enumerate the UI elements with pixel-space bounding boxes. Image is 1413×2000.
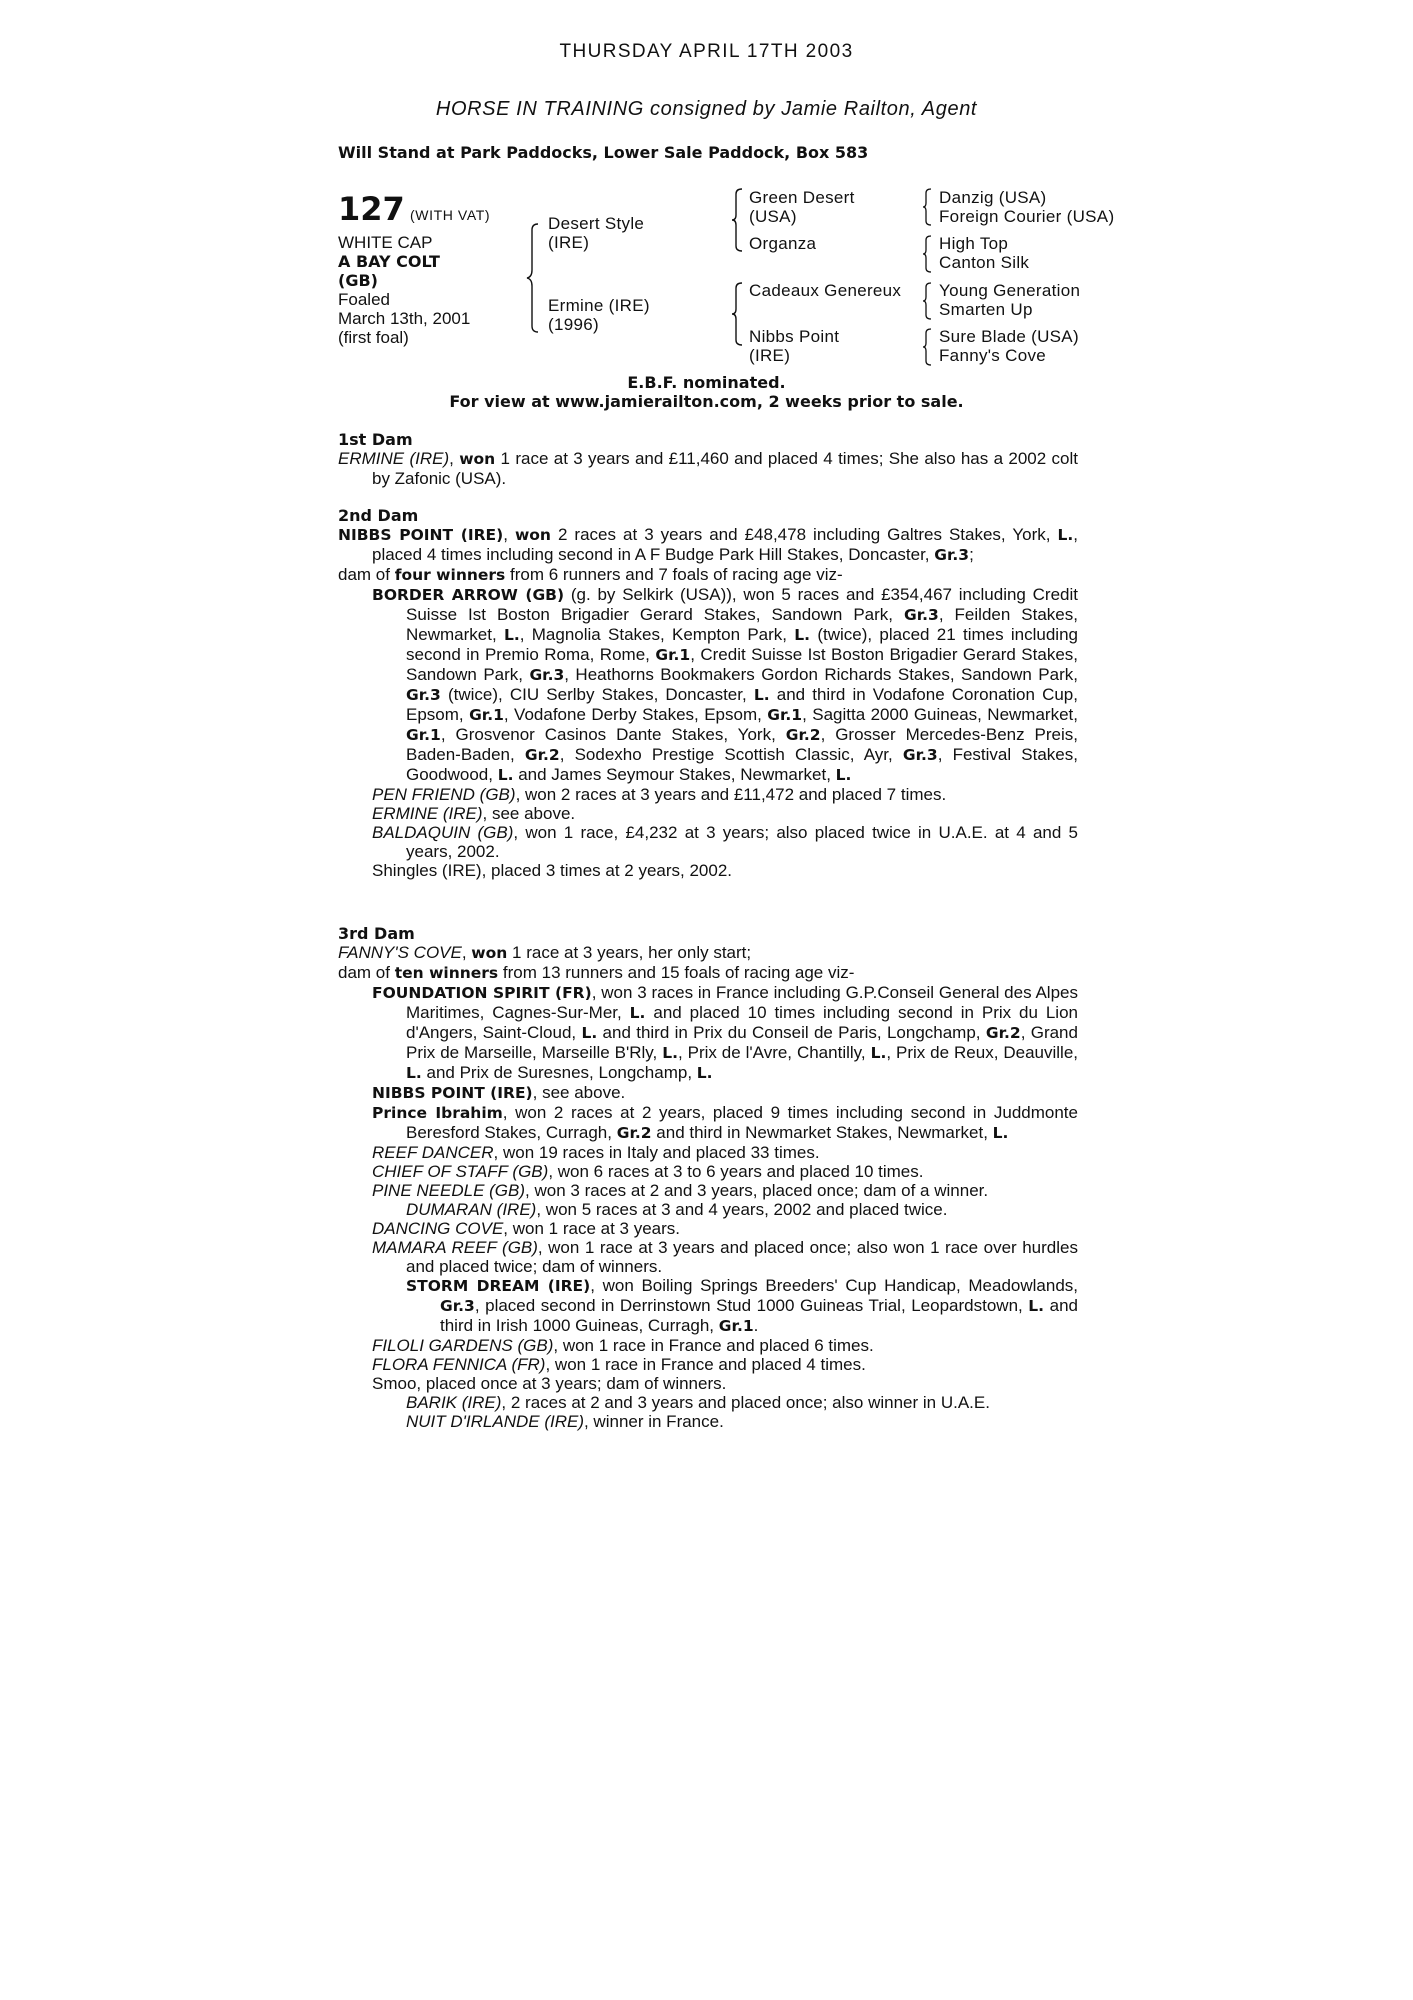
group-mark: Gr.3 (904, 606, 939, 624)
produce-text: and James Seymour Stakes, Newmarket, (518, 765, 831, 784)
produce-text: , won 3 races at 2 and 3 years, placed once; dam of a winner. (525, 1181, 989, 1200)
produce-text: and third in Newmarket Stakes, Newmarket, (656, 1123, 988, 1142)
produce-text: , won 1 race at 3 years. (503, 1219, 680, 1238)
group-mark: Gr.1 (469, 706, 504, 724)
first-dam-heading: 1st Dam (338, 430, 413, 449)
produce-mamara-reef (338, 1238, 1078, 1276)
runners-summary: from 6 runners and 7 foals of racing age viz- (510, 565, 843, 584)
second-dam-record: NIBBS POINT (IRE), won 2 races at 3 years and £48,478 including Galtres Stakes, York, L., placed 4 times including second in A F Budge Park Hill Stakes, Doncaster, Gr.3; (338, 525, 1078, 564)
produce-name: BALDAQUIN (GB) (372, 823, 514, 842)
produce-flora-fennica (338, 1355, 1078, 1374)
produce-pine-needle (338, 1181, 1078, 1200)
runners-summary: from 13 runners and 15 foals of racing age viz- (502, 963, 855, 982)
dam-of-label: dam of (338, 565, 390, 584)
produce-text: , Feilden Stakes, Newmarket, (406, 605, 1078, 644)
horse-origin: (GB) (338, 271, 378, 290)
produce-text: , Sodexho Prestige Scottish Classic, Ayr, (559, 745, 893, 764)
pedigree-dam-dam (749, 327, 839, 365)
produce-text: , Festival Stakes, Goodwood, (406, 745, 1078, 784)
pedigree-sire (548, 214, 644, 252)
pedigree-gen4-7: Sure Blade (USA) (939, 327, 1079, 346)
group-mark: Gr.1 (718, 1317, 754, 1335)
produce-text: , won 1 race in France and placed 4 times. (545, 1355, 866, 1374)
produce-name: FOUNDATION SPIRIT (FR) (372, 984, 592, 1002)
produce-text: and Prix de Suresnes, Longchamp, (426, 1063, 693, 1082)
produce-text: , won 1 race in France and placed 6 times. (553, 1336, 874, 1355)
foaled-date: March 13th, 2001 (338, 309, 471, 328)
produce-text: , Heathorns Bookmakers Gordon Richards Stakes, Sandown Park, (564, 665, 1078, 684)
listed-mark: L. (497, 766, 514, 784)
pedigree-gen4-4: Canton Silk (939, 253, 1030, 272)
second-dam-name: NIBBS POINT (IRE) (338, 526, 504, 544)
produce-prince-ibrahim (338, 1103, 1078, 1143)
produce-name: NUIT D'IRLANDE (IRE) (406, 1412, 584, 1431)
third-dam-name: FANNY'S COVE (338, 943, 462, 962)
third-dam-text: 1 race at 3 years, her only start; (512, 943, 752, 962)
group-mark: Gr.1 (655, 646, 691, 664)
produce-name: MAMARA REEF (GB) (372, 1238, 538, 1257)
produce-name: PINE NEEDLE (GB) (372, 1181, 526, 1200)
produce-shingles: Shingles (IRE), placed 3 times at 2 years, 2002. (372, 861, 733, 880)
produce-baldaquin (338, 823, 1078, 861)
listed-mark: L. (503, 626, 520, 644)
group-mark: Gr.3 (902, 746, 938, 764)
pedigree-gen4-8: Fanny's Cove (939, 346, 1047, 365)
second-dam-section (338, 506, 1078, 880)
pedigree-brace-main (525, 222, 541, 334)
second-dam-text-a: 2 races at 3 years and £48,478 including Galtres Stakes, York, (557, 525, 1051, 544)
pedigree-gen4-3: High Top (939, 234, 1009, 253)
produce-text: , see above. (532, 1083, 626, 1102)
produce-text: , placed second in Derrinstown Stud 1000 Guineas Trial, Leopardstown, (474, 1296, 1023, 1315)
pedigree-brace-g3 (921, 281, 933, 321)
listed-mark: L. (870, 1044, 887, 1062)
produce-name: NIBBS POINT (IRE) (372, 1084, 533, 1102)
group-mark: Gr.2 (985, 1024, 1021, 1042)
produce-text: and third in Vodafone Coronation Cup, Epsom, (406, 685, 1078, 724)
sire-dam-name: Organza (749, 234, 817, 253)
produce-storm-dream (338, 1276, 1078, 1336)
produce-chief-of-staff (338, 1162, 1078, 1181)
listed-mark: L. (1057, 526, 1074, 544)
produce-text: , Credit Suisse Ist Boston Brigadier Gerard Stakes, Sandown Park, (406, 645, 1078, 684)
group-mark: Gr.3 (934, 546, 970, 564)
listed-mark: L. (406, 1064, 422, 1082)
vat-note: (WITH VAT) (410, 207, 491, 223)
stand-location: Will Stand at Park Paddocks, Lower Sale Paddock, Box 583 (338, 143, 869, 162)
pedigree-brace-g2 (921, 234, 933, 274)
produce-name: DUMARAN (IRE) (406, 1200, 537, 1219)
produce-filoli-gardens (338, 1336, 1078, 1355)
sire-sire-name: Green Desert (749, 188, 855, 207)
pedigree-brace-g4 (921, 327, 933, 367)
produce-text: , see above. (482, 804, 576, 823)
first-dam-text: 1 race at 3 years and £11,460 and placed 4 times; She also has a 2002 colt by Zafonic (USA). (372, 449, 1078, 488)
produce-text: , won 1 race, £4,232 at 3 years; also placed twice in U.A.E. at 4 and 5 years, 2002. (406, 823, 1079, 861)
produce-name: BARIK (IRE) (406, 1393, 502, 1412)
produce-text: , Prix de Reux, Deauville, (886, 1043, 1078, 1062)
produce-text: , Grosvenor Casinos Dante Stakes, York, (440, 725, 776, 744)
produce-text: , Sagitta 2000 Guineas, Newmarket, (802, 705, 1078, 724)
dam-of-label: dam of (338, 963, 390, 982)
produce-name: PEN FRIEND (GB) (372, 785, 516, 804)
produce-text: and third in Prix du Conseil de Paris, Longchamp, (602, 1023, 981, 1042)
produce-text: , Grand Prix de Marseille, Marseille B'Rly, (406, 1023, 1078, 1062)
pedigree-dam-sire (749, 281, 901, 300)
produce-nibbs-point (338, 1083, 1078, 1103)
third-dam-record: FANNY'S COVE, won 1 race at 3 years, her only start; (338, 943, 752, 962)
group-mark: Gr.2 (785, 726, 821, 744)
pedigree-gen4-5: Young Generation (939, 281, 1081, 300)
produce-text: (twice), placed 21 times including second in Premio Roma, Rome, (406, 625, 1078, 664)
dam-dam-origin: (IRE) (749, 346, 791, 365)
winners-count: four winners (394, 566, 506, 584)
produce-text: , Magnolia Stakes, Kempton Park, (519, 625, 787, 644)
produce-text: , won 6 races at 3 to 6 years and placed 10 times. (548, 1162, 924, 1181)
horse-description: A BAY COLT (338, 252, 440, 271)
listed-mark: L. (753, 686, 770, 704)
second-dam-won: won (514, 526, 551, 544)
produce-name: REEF DANCER (372, 1143, 494, 1162)
listed-mark: L. (581, 1024, 598, 1042)
horse-name: WHITE CAP (338, 233, 433, 252)
pedigree-brace-sire (730, 187, 744, 253)
dam-dam-name: Nibbs Point (749, 327, 840, 346)
listed-mark: L. (992, 1124, 1009, 1142)
first-dam-record: ERMINE (IRE), won 1 race at 3 years and £11,460 and placed 4 times; She also has a 2002 colt by Zafonic (USA). (338, 449, 1078, 488)
produce-name: DANCING COVE (372, 1219, 504, 1238)
produce-text: , won 2 races at 2 years, placed 9 times including second in Juddmonte Beresford Stakes, Curragh, (406, 1103, 1078, 1142)
dam-sire-name: Cadeaux Genereux (749, 281, 902, 300)
view-note: For view at www.jamierailton.com, 2 weeks prior to sale. (449, 392, 964, 411)
pedigree-sire-dam (749, 234, 816, 253)
sire-sire-origin: (USA) (749, 207, 797, 226)
produce-text: , won 5 races at 3 and 4 years, 2002 and placed twice. (536, 1200, 948, 1219)
produce-text: (twice), CIU Serlby Stakes, Doncaster, (447, 685, 747, 704)
produce-name: STORM DREAM (IRE) (406, 1277, 591, 1295)
produce-name: Prince Ibrahim (372, 1104, 503, 1122)
produce-reef-dancer (338, 1143, 1078, 1162)
third-dam-section (338, 924, 1078, 1431)
produce-name: FLORA FENNICA (FR) (372, 1355, 546, 1374)
listed-mark: L. (835, 766, 852, 784)
produce-dumaran (338, 1200, 1078, 1219)
listed-mark: L. (629, 1004, 646, 1022)
group-mark: Gr.1 (767, 706, 803, 724)
produce-text: , winner in France. (583, 1412, 724, 1431)
produce-name: ERMINE (IRE) (372, 804, 483, 823)
third-dam-heading: 3rd Dam (338, 924, 415, 943)
dam-year: (1996) (548, 315, 599, 334)
listed-mark: L. (794, 626, 811, 644)
listed-mark: L. (696, 1064, 713, 1082)
produce-text: , won Boiling Springs Breeders' Cup Handicap, Meadowlands, (590, 1276, 1078, 1295)
foal-note: (first foal) (338, 328, 409, 347)
first-dam-won: won (459, 450, 496, 468)
third-dam-produce-summary (338, 963, 1078, 983)
second-dam-text-b: , placed 4 times including second in A F Budge Park Hill Stakes, Doncaster, (372, 525, 1078, 564)
produce-border-arrow (338, 585, 1078, 785)
produce-text: . (753, 1316, 759, 1335)
produce-text: and placed 10 times including second in Prix du Lion d'Angers, Saint-Cloud, (406, 1003, 1078, 1042)
pedigree-gen4-6: Smarten Up (939, 300, 1033, 319)
produce-barik (338, 1393, 1078, 1412)
produce-text: , won 3 races in France including G.P.Conseil General des Alpes Maritimes, Cagnes-Sur-Mer, (406, 983, 1078, 1022)
group-mark: Gr.3 (440, 1297, 475, 1315)
produce-text: , Vodafone Derby Stakes, Epsom, (503, 705, 762, 724)
produce-nuit-dirlande (338, 1412, 1078, 1431)
produce-name: BORDER ARROW (GB) (372, 586, 565, 604)
second-dam-produce-summary (338, 565, 1078, 585)
produce-name: CHIEF OF STAFF (GB) (372, 1162, 549, 1181)
produce-text: (g. by Selkirk (USA)), won 5 races and £354,467 including Credit Suisse Ist Boston Brigadier Gerard Stakes, Sandown Park, (406, 585, 1078, 624)
sale-date: THURSDAY APRIL 17TH 2003 (559, 41, 854, 62)
group-mark: Gr.3 (529, 666, 565, 684)
group-mark: Gr.2 (524, 746, 560, 764)
second-dam-heading: 2nd Dam (338, 506, 419, 525)
horse-details (338, 233, 498, 347)
first-dam-name: ERMINE (IRE) (338, 449, 450, 468)
produce-text: and third in Irish 1000 Guineas, Curragh, (440, 1296, 1078, 1335)
third-dam-won: won (471, 944, 508, 962)
produce-pen-friend (338, 785, 1078, 804)
foaled-label: Foaled (338, 290, 390, 309)
dam-name: Ermine (IRE) (548, 296, 650, 315)
second-dam-text-c: ; (969, 545, 974, 564)
first-dam-section (338, 430, 1078, 488)
produce-text: , Prix de l'Avre, Chantilly, (677, 1043, 866, 1062)
listed-mark: L. (1028, 1297, 1045, 1315)
ebf-note: E.B.F. nominated. (627, 373, 786, 392)
consignment-line: HORSE IN TRAINING consigned by Jamie Railton, Agent (435, 98, 978, 120)
produce-name: FILOLI GARDENS (GB) (372, 1336, 554, 1355)
winners-count: ten winners (394, 964, 499, 982)
produce-ermine (338, 804, 1078, 823)
produce-text: , won 1 race at 3 years and placed once; also won 1 race over hurdles and placed twice; dam of winners. (406, 1238, 1078, 1276)
pedigree-brace-dam (730, 281, 744, 347)
lot-number: 127 (338, 190, 405, 228)
pedigree-sire-sire (749, 188, 855, 226)
sire-name: Desert Style (548, 214, 645, 233)
pedigree-gen4-1: Danzig (USA) (939, 188, 1047, 207)
produce-text: , Grosser Mercedes-Benz Preis, Baden-Baden, (406, 725, 1078, 764)
produce-foundation-spirit (338, 983, 1078, 1083)
pedigree-brace-g1 (921, 187, 933, 227)
listed-mark: L. (662, 1044, 678, 1062)
pedigree-gen4-2: Foreign Courier (USA) (939, 207, 1115, 226)
produce-smoo: Smoo, placed once at 3 years; dam of winners. (372, 1374, 727, 1393)
pedigree-dam (548, 296, 650, 334)
group-mark: Gr.2 (616, 1124, 652, 1142)
produce-text: , won 2 races at 3 years and £11,472 and placed 7 times. (515, 785, 947, 804)
group-mark: Gr.1 (406, 726, 441, 744)
produce-text: , 2 races at 2 and 3 years and placed once; also winner in U.A.E. (501, 1393, 990, 1412)
produce-dancing-cove (338, 1219, 1078, 1238)
group-mark: Gr.3 (406, 686, 441, 704)
sire-origin: (IRE) (548, 233, 590, 252)
produce-text: , won 19 races in Italy and placed 33 times. (493, 1143, 820, 1162)
